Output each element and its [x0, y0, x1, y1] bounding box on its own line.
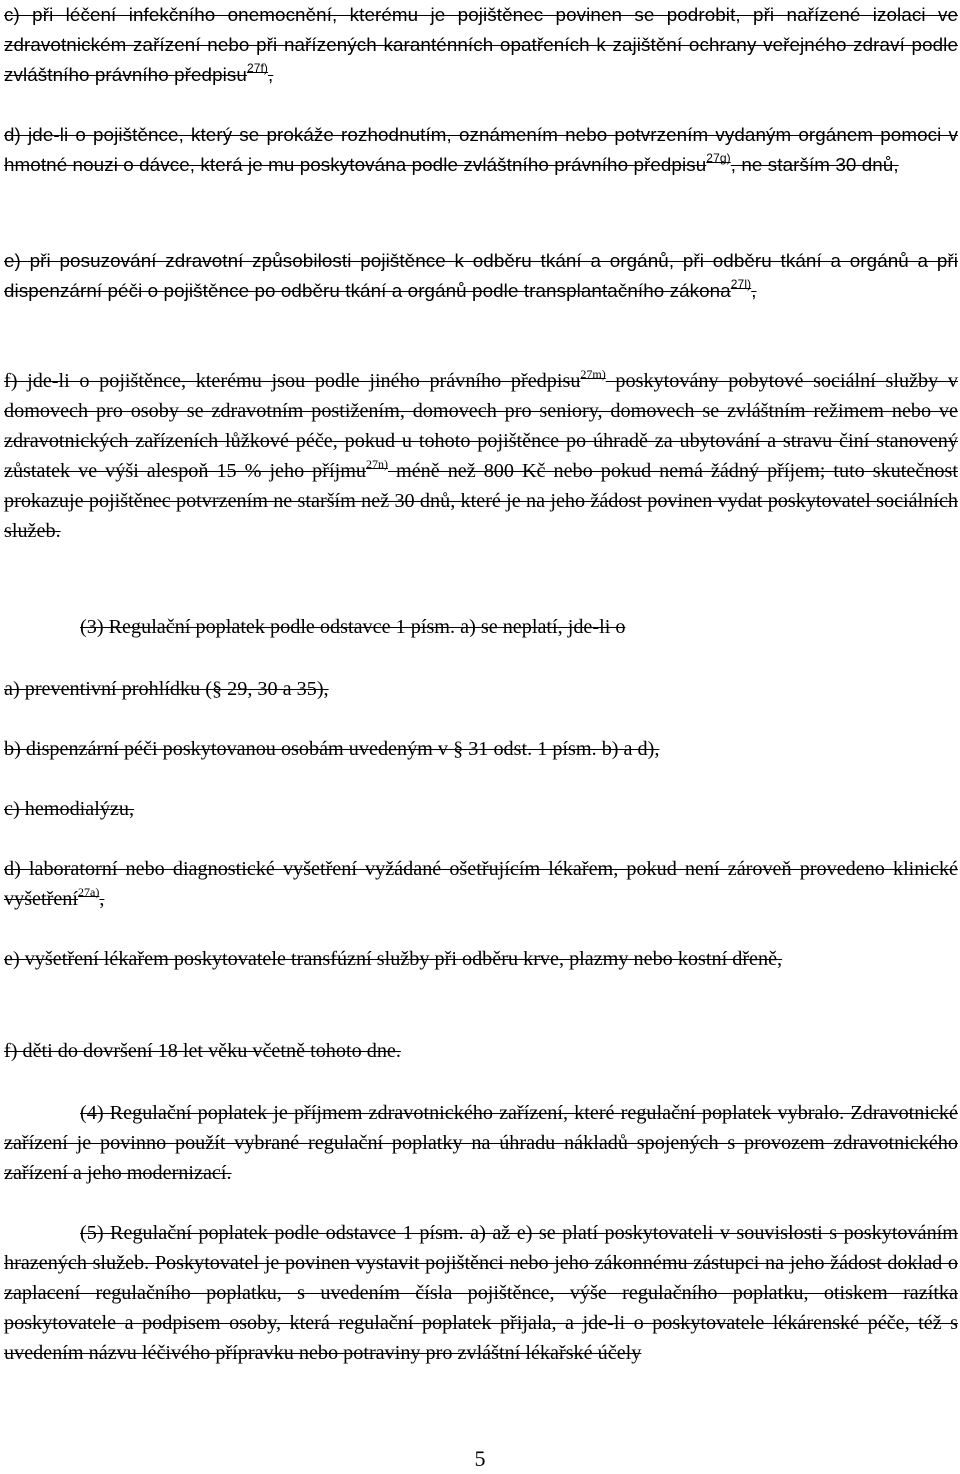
list-item-b-text: b) dispenzární péči poskytovanou osobám uvedeným v § 31 odst. 1 písm. b) a d), — [4, 738, 660, 760]
list-item-c-text: c) hemodialýzu, — [4, 798, 135, 820]
item-e-tail: , — [751, 280, 757, 301]
list-item-a — [4, 674, 958, 704]
list-item-f-text: f) děti do dovršení 18 let věku včetně tohoto dne. — [4, 1040, 401, 1062]
list-item-f — [4, 1036, 958, 1066]
footnote-ref: 27g) — [706, 151, 731, 165]
list-item-d — [4, 854, 958, 914]
item-d-tail: , ne starším 30 dnů, — [730, 154, 899, 175]
item-f-text: f) jde-li o pojištěnce, kterému jsou podle jiného právního předpisu — [4, 370, 581, 392]
paragraph-4-text: (4) Regulační poplatek je příjmem zdravotnického zařízení, které regulační poplatek vybralo. Zdravotnické zařízení je povinno použít vybrané regulační poplatky na úhradu nákladů spojených s provozem zdravotnického zařízení a jeho modernizací. — [4, 1102, 958, 1184]
page-number: 5 — [474, 1446, 486, 1471]
paragraph-3-text: (3) Regulační poplatek podle odstavce 1 písm. a) se neplatí, jde-li o — [80, 616, 626, 638]
item-f-text-2: poskytovány pobytové sociální služby v domovech pro osoby se zdravotním postižením, domovech pro seniory, domovech se zvláštním režimem nebo ve zdravotnických zařízeních lůžkové péče, pokud u tohoto pojištěnce po úhradě za ubytování a stravu činí stanovený zůstatek ve výši alespoň 15 % jeho příjmu — [4, 370, 958, 482]
list-item-d-text: d) laboratorní nebo diagnostické vyšetření vyžádané ošetřujícím lékařem, pokud není zároveň provedeno klinické vyšetření — [4, 858, 958, 910]
list-item-b — [4, 734, 958, 764]
item-d-text: d) jde-li o pojištěnce, který se prokáže rozhodnutím, oznámením nebo potvrzením vydaným orgánem pomoci v hmotné nouzi o dávce, která je mu poskytována podle zvláštního právního předpisu — [4, 124, 958, 175]
list-item-e — [4, 944, 958, 974]
item-c — [4, 0, 958, 90]
footnote-ref: 27a) — [78, 885, 100, 899]
list-item-a-text: a) preventivní prohlídku (§ 29, 30 a 35), — [4, 678, 329, 700]
item-f — [4, 366, 958, 546]
paragraph-5-text: (5) Regulační poplatek podle odstavce 1 písm. a) až e) se platí poskytovateli v souvislosti s poskytováním hrazených služeb. Poskytovatel je povinen vystavit pojištěnci nebo jeho zákonnému zástupci na jeho žádost doklad o zaplacení regulačního poplatku, s uvedením čísla pojištěnce, výše regulačního poplatku, otiskem razítka poskytovatele a podpisem osoby, která regulační poplatek přijala, a jde-li o poskytovatele lékárenské péče, též s uvedením názvu léčivého přípravku nebo potraviny pro zvláštní lékařské účely — [4, 1222, 958, 1364]
item-f-tail: méně než 800 Kč nebo pokud nemá žádný příjem; tuto skutečnost prokazuje pojištěnec potvrzením ne starším než 30 dnů, které je na jeho žádost povinen vydat poskytovatel sociálních služeb. — [4, 460, 958, 542]
item-e-text: e) při posuzování zdravotní způsobilosti pojištěnce k odběru tkání a orgánů, při odběru tkání a orgánů a při dispenzární péči o pojištěnce po odběru tkání a orgánů podle transplantačního zákona — [4, 250, 958, 301]
paragraph-4 — [4, 1098, 958, 1188]
footnote-ref: 27m) — [580, 367, 606, 381]
footnote-ref: 27f) — [246, 61, 269, 75]
item-c-tail: , — [268, 64, 274, 85]
list-item-e-text: e) vyšetření lékařem poskytovatele transfúzní služby při odběru krve, plazmy nebo kostní dřeně, — [4, 948, 783, 970]
paragraph-5 — [4, 1218, 958, 1368]
item-c-text: c) při léčení infekčního onemocnění, kterému je pojištěnec povinen se podrobit, při nařízené izolaci ve zdravotnickém zařízení nebo při nařízených karanténních opatřeních k zajištění ochrany veřejného zdraví podle zvláštního právního předpisu — [4, 4, 958, 85]
list-item-c — [4, 794, 958, 824]
item-e — [4, 246, 958, 306]
paragraph-3 — [4, 612, 958, 642]
footnote-ref: 27n) — [366, 457, 389, 471]
item-d — [4, 120, 958, 180]
list-item-d-tail: , — [99, 888, 105, 910]
footnote-ref: 27l) — [730, 277, 752, 291]
